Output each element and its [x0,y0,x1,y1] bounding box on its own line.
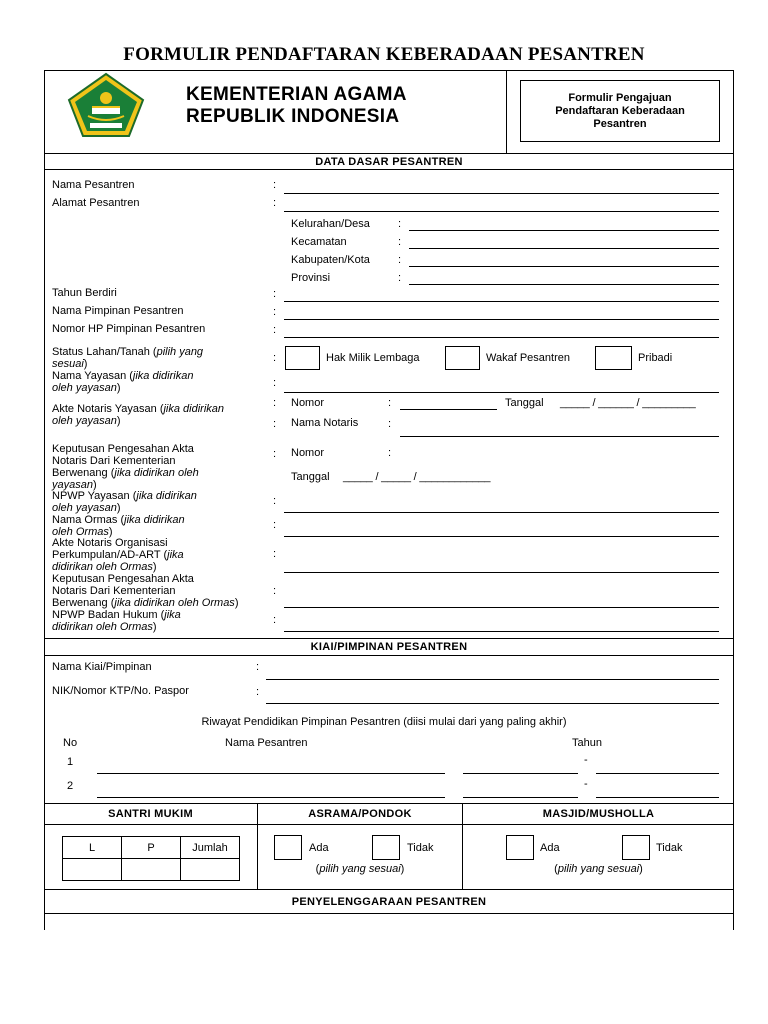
label-hak-milik: Hak Milik Lembaga [326,352,420,364]
col-tahun: Tahun [572,737,602,749]
column-divider [257,803,258,889]
masjid-note: (pilih yang sesuai) [554,863,643,875]
label-asrama-tidak: Tidak [407,842,434,854]
input-nama-notaris[interactable] [400,436,719,437]
input-nama-pimpinan[interactable] [284,319,719,320]
input-npwp-yayasan[interactable] [284,512,719,513]
input-kecamatan[interactable] [409,248,719,249]
asrama-note: (pilih yang sesuai) [315,863,405,875]
label-tahun-berdiri: Tahun Berdiri [52,287,117,299]
label-akte-ormas: Akte Notaris Organisasi Perkumpulan/AD-ART (jika didirikan oleh Ormas) [52,537,184,573]
label-alamat-pesantren: Alamat Pesantren [52,197,140,209]
label-wakaf: Wakaf Pesantren [486,352,570,364]
input-nik[interactable] [266,703,719,704]
label-keputusan-ormas: Keputusan Pengesahan Akta Notaris Dari Kementerian Berwenang (jika didirikan oleh Ormas) [52,573,239,609]
checkbox-wakaf[interactable] [445,346,480,370]
label-masjid-tidak: Tidak [656,842,683,854]
label-nomor-hp: Nomor HP Pimpinan Pesantren [52,323,206,335]
header-divider [506,70,507,153]
input-nama-kiai[interactable] [266,679,719,680]
checkbox-masjid-ada[interactable] [506,835,534,860]
label-npwp-badan-hukum: NPWP Badan Hukum (jika didirikan oleh Ormas) [52,609,181,633]
label-kelurahan: Kelurahan/Desa [291,218,370,230]
section-santri-mukim: SANTRI MUKIM [108,808,193,820]
checkbox-pribadi[interactable] [595,346,632,370]
input-santri-l[interactable] [63,859,122,881]
form-type-box: Formulir Pengajuan Pendaftaran Keberadaan Pesantren [520,80,720,142]
label-nama-ormas: Nama Ormas (jika didirikan oleh Ormas) [52,514,185,538]
input-nama-yayasan[interactable] [284,392,719,393]
input-riwayat-tahun-awal-2[interactable] [463,797,578,798]
label-akte-nomor: Nomor [291,397,325,409]
input-akte-nomor[interactable] [400,409,497,410]
input-santri-p[interactable] [122,859,181,881]
input-kelurahan[interactable] [409,230,719,231]
checkbox-hak-milik[interactable] [285,346,320,370]
santri-header-l: L [63,837,122,859]
divider [44,889,734,890]
row-number: 1 [67,756,74,768]
section-kiai: KIAI/PIMPINAN PESANTREN [310,641,468,653]
input-keputusan-ormas[interactable] [284,607,719,608]
input-alamat-pesantren[interactable] [284,211,719,212]
label-pribadi: Pribadi [638,352,673,364]
input-santri-jumlah[interactable] [181,859,240,881]
label-provinsi: Provinsi [291,272,331,284]
input-riwayat-nama-2[interactable] [97,797,445,798]
riwayat-heading: Riwayat Pendidikan Pimpinan Pesantren (diisi mulai dari yang paling akhir) [201,716,567,728]
label-keputusan-tanggal: Tanggal [291,471,330,483]
label-npwp-yayasan: NPWP Yayasan (jika didirikan oleh yayasan) [52,490,197,514]
col-no: No [63,737,78,749]
col-nama-pesantren: Nama Pesantren [225,737,308,749]
kemenag-emblem-icon [66,72,146,138]
label-asrama-ada: Ada [309,842,329,854]
divider [44,169,734,170]
form-title: FORMULIR PENDAFTARAN KEBERADAAN PESANTREN [123,44,645,65]
santri-header-p: P [122,837,181,859]
label-keputusan-yayasan: Keputusan Pengesahan Akta Notaris Dari Kementerian Berwenang (jika didirikan oleh yayasan) [52,443,199,491]
divider [44,655,734,656]
input-keputusan-tanggal[interactable]: _____ / _____ / ____________ [343,471,491,483]
section-asrama: ASRAMA/PONDOK [308,808,412,820]
input-nama-ormas[interactable] [284,536,719,537]
santri-table [62,836,240,881]
input-npwp-badan-hukum[interactable] [284,631,719,632]
checkbox-asrama-ada[interactable] [274,835,302,860]
label-masjid-ada: Ada [540,842,560,854]
label-kecamatan: Kecamatan [291,236,347,248]
divider [44,824,734,825]
input-nomor-hp[interactable] [284,337,719,338]
input-akte-tanggal[interactable]: _____ / ______ / _________ [560,397,696,409]
section-penyelenggaraan: PENYELENGGARAAN PESANTREN [291,896,487,908]
section-masjid: MASJID/MUSHOLLA [542,808,655,820]
input-nama-pesantren[interactable] [284,193,719,194]
input-provinsi[interactable] [409,284,719,285]
divider [44,638,734,639]
ministry-name: KEMENTERIAN AGAMA REPUBLIK INDONESIA [186,84,407,127]
label-nama-yayasan: Nama Yayasan (jika didirikan oleh yayasan) [52,370,194,394]
label-nik: NIK/Nomor KTP/No. Paspor [52,685,189,697]
input-tahun-berdiri[interactable] [284,301,719,302]
label-keputusan-nomor: Nomor [291,447,325,459]
label-akte-tanggal: Tanggal [505,397,544,409]
input-riwayat-nama-1[interactable] [97,773,445,774]
input-riwayat-tahun-awal-1[interactable] [463,773,578,774]
tahun-dash: - [584,778,588,790]
divider [44,803,734,804]
label-status-lahan: Status Lahan/Tanah (pilih yang sesuai) [52,346,204,370]
label-nama-pesantren: Nama Pesantren [52,179,135,191]
column-divider [462,803,463,889]
label-akte-yayasan: Akte Notaris Yayasan (jika didirikan oleh yayasan) [52,403,225,427]
input-kabupaten[interactable] [409,266,719,267]
divider [44,913,734,914]
label-nama-kiai: Nama Kiai/Pimpinan [52,661,152,673]
checkbox-asrama-tidak[interactable] [372,835,400,860]
label-nama-notaris: Nama Notaris [291,417,359,429]
input-akte-ormas[interactable] [284,572,719,573]
input-riwayat-tahun-akhir-2[interactable] [596,797,719,798]
checkbox-masjid-tidak[interactable] [622,835,650,860]
label-nama-pimpinan: Nama Pimpinan Pesantren [52,305,184,317]
input-riwayat-tahun-akhir-1[interactable] [596,773,719,774]
divider [44,153,734,154]
row-number: 2 [67,780,74,792]
label-kabupaten: Kabupaten/Kota [291,254,370,266]
tahun-dash: - [584,754,588,766]
santri-header-jumlah: Jumlah [181,837,240,859]
section-data-dasar: DATA DASAR PESANTREN [315,156,463,168]
